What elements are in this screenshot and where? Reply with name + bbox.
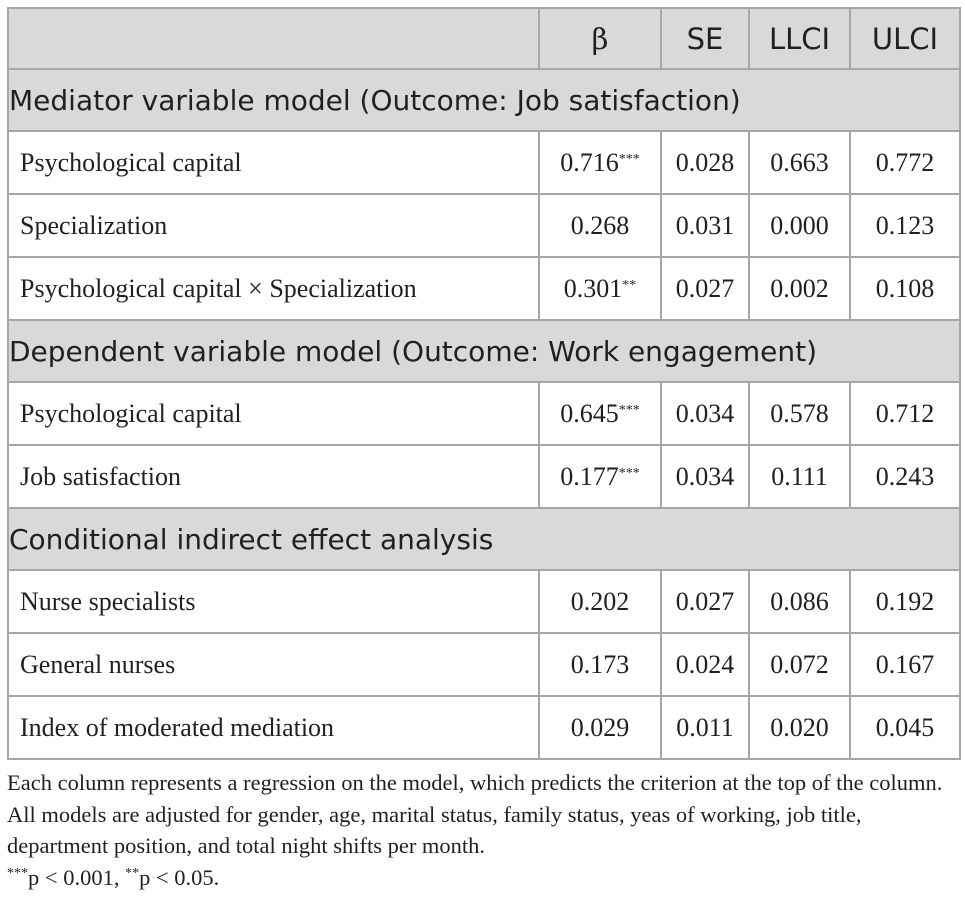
sig-text-001: p < 0.001, xyxy=(28,864,126,890)
header-llci: LLCI xyxy=(749,8,850,69)
ulci-value: 0.243 xyxy=(850,445,960,508)
beta-cell xyxy=(539,570,661,633)
llci-value: 0.578 xyxy=(749,382,850,445)
ulci-value: 0.192 xyxy=(850,570,960,633)
row-label: Psychological capital × Specialization xyxy=(8,257,539,320)
ulci-value: 0.045 xyxy=(850,696,960,759)
sig-mark-005: ** xyxy=(125,865,140,881)
se-value: 0.034 xyxy=(661,382,749,445)
header-beta: β xyxy=(539,8,661,69)
table-row xyxy=(8,131,960,194)
significance-mark: *** xyxy=(618,151,640,167)
llci-value: 0.111 xyxy=(749,445,850,508)
row-label: Index of moderated mediation xyxy=(8,696,539,759)
beta-cell xyxy=(539,445,661,508)
header-se: SE xyxy=(661,8,749,69)
section-header-row xyxy=(8,69,960,131)
footnote-text: Each column represents a regression on the model, which predicts the criterion at the top of the column. All models are adjusted for gender, age, marital status, family status, yeas of working, job title, department position, and total night shifts per month. xyxy=(7,770,943,858)
beta-value: 0.645 xyxy=(560,398,619,428)
table-row xyxy=(8,570,960,633)
llci-value: 0.072 xyxy=(749,633,850,696)
beta-value: 0.173 xyxy=(570,649,630,679)
beta-value: 0.202 xyxy=(570,586,630,616)
significance-mark: *** xyxy=(618,465,640,481)
row-label: Psychological capital xyxy=(8,382,539,445)
beta-cell xyxy=(539,633,661,696)
se-value: 0.011 xyxy=(661,696,749,759)
row-label: Psychological capital xyxy=(8,131,539,194)
section-title: Mediator variable model (Outcome: Job satisfaction) xyxy=(8,69,960,131)
table-footnote xyxy=(7,767,959,893)
significance-mark: *** xyxy=(618,402,640,418)
beta-value: 0.268 xyxy=(570,210,630,240)
ulci-value: 0.712 xyxy=(850,382,960,445)
se-value: 0.024 xyxy=(661,633,749,696)
beta-value: 0.029 xyxy=(570,712,630,742)
beta-value: 0.716 xyxy=(560,147,619,177)
footnote-significance xyxy=(7,862,959,894)
header-ulci: ULCI xyxy=(850,8,960,69)
beta-cell xyxy=(539,696,661,759)
results-table xyxy=(7,7,961,760)
beta-cell xyxy=(539,257,661,320)
llci-value: 0.086 xyxy=(749,570,850,633)
header-blank-cell xyxy=(8,8,539,69)
section-header-row xyxy=(8,508,960,570)
llci-value: 0.663 xyxy=(749,131,850,194)
row-label: Nurse specialists xyxy=(8,570,539,633)
section-title: Dependent variable model (Outcome: Work engagement) xyxy=(8,320,960,382)
table-body xyxy=(8,69,960,759)
se-value: 0.031 xyxy=(661,194,749,257)
se-value: 0.027 xyxy=(661,257,749,320)
sig-text-005: p < 0.05. xyxy=(139,864,220,890)
llci-value: 0.002 xyxy=(749,257,850,320)
llci-value: 0.000 xyxy=(749,194,850,257)
se-value: 0.034 xyxy=(661,445,749,508)
table-row xyxy=(8,194,960,257)
significance-mark: ** xyxy=(622,277,637,293)
beta-cell xyxy=(539,194,661,257)
table-row xyxy=(8,696,960,759)
llci-value: 0.020 xyxy=(749,696,850,759)
beta-value: 0.177 xyxy=(560,461,619,491)
table-row xyxy=(8,633,960,696)
se-value: 0.027 xyxy=(661,570,749,633)
table-row xyxy=(8,445,960,508)
beta-value: 0.301 xyxy=(563,273,623,303)
sig-mark-001: *** xyxy=(7,865,28,881)
row-label: General nurses xyxy=(8,633,539,696)
table-row xyxy=(8,382,960,445)
table-header-row xyxy=(8,8,960,69)
table-row xyxy=(8,257,960,320)
row-label: Specialization xyxy=(8,194,539,257)
section-title: Conditional indirect effect analysis xyxy=(8,508,960,570)
ulci-value: 0.772 xyxy=(850,131,960,194)
beta-cell xyxy=(539,382,661,445)
beta-cell xyxy=(539,131,661,194)
ulci-value: 0.108 xyxy=(850,257,960,320)
row-label: Job satisfaction xyxy=(8,445,539,508)
ulci-value: 0.167 xyxy=(850,633,960,696)
se-value: 0.028 xyxy=(661,131,749,194)
section-header-row xyxy=(8,320,960,382)
ulci-value: 0.123 xyxy=(850,194,960,257)
